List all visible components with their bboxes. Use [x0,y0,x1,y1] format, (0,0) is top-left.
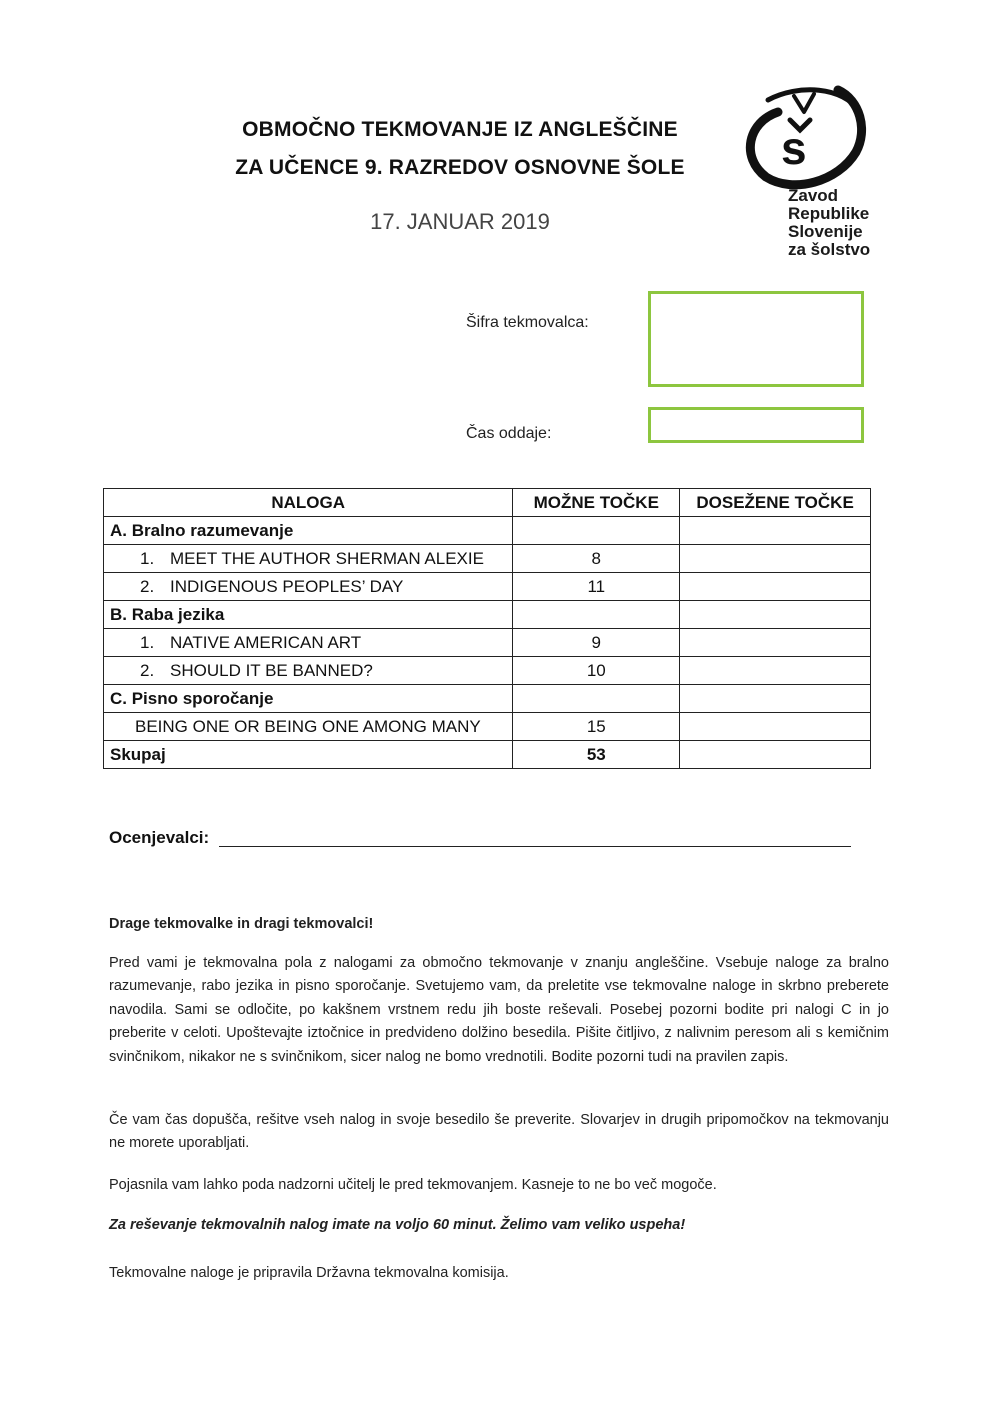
table-row [104,657,871,685]
title-line-2: ZA UČENCE 9. RAZREDOV OSNOVNE ŠOLE [235,156,685,179]
score-table [103,488,871,769]
greeting: Drage tekmovalke in dragi tekmovalci! [109,916,374,932]
instructions-paragraph-3: Pojasnila vam lahko poda nadzorni učitelj le pred tekmovanjem. Kasneje to ne bo več mogoče. [109,1177,717,1193]
instructions-paragraph-4: Za reševanje tekmovalnih nalog imate na voljo 60 minut. Želimo vam veliko uspeha! [109,1217,686,1233]
table-total-row [104,741,871,769]
title-line-1: OBMOČNO TEKMOVANJE IZ ANGLEŠČINE [242,118,678,141]
task-b2: 2. SHOULD IT BE BANNED? [104,657,513,685]
contestant-code-box[interactable] [648,291,864,387]
table-row [104,629,871,657]
achieved-cell[interactable] [680,685,871,713]
achieved-cell[interactable] [680,657,871,685]
logo-text: Zavod Republike Slovenije za šolstvo [788,186,871,259]
table-row [104,601,871,629]
instructions-paragraph-1: Pred vami je tekmovalna pola z nalogami za območno tekmovanje v znanju angleščine. Vsebuje naloge za bralno razumevanje, rabo jezika in pisno sporočanje. Svetujemo vam, da preletite vse tekmovalne naloge in skrbno preberete navodila. Sami se odločite, po kakšnem vrstnem redu jih boste reševali. Posebej pozorni bodite pri nalogi C in jo preberite v celoti. Upoštevajte iztočnice in predvideno dolžino besedila. Pišite čitljivo, z nalivnim peresom ali s kemičnim svinčnikom, nikakor ne s svinčnikom, sicer nalog ne bomo vrednotili. Bodite pozorni tudi na pravilen zapis. [109,955,889,1065]
achieved-cell[interactable] [680,713,871,741]
points-b1: 9 [513,629,680,657]
total-points: 53 [513,741,680,769]
table-row [104,573,871,601]
submission-time-label: Čas oddaje: [466,425,552,442]
section-c-label: C. Pisno sporočanje [104,685,513,713]
header-task: NALOGA [104,489,513,517]
achieved-cell[interactable] [680,601,871,629]
total-label: Skupaj [104,741,513,769]
table-row [104,713,871,741]
achieved-total-cell[interactable] [680,741,871,769]
table-row [104,685,871,713]
zrss-swirl-icon [738,82,878,192]
evaluators-line[interactable] [219,846,851,847]
competition-date: 17. JANUAR 2019 [370,209,550,234]
submission-time-box[interactable] [648,407,864,443]
task-a2: 2. INDIGENOUS PEOPLES’ DAY [104,573,513,601]
header-achieved-points: DOSEŽENE TOČKE [680,489,871,517]
instructions-paragraph-2: Če vam čas dopušča, rešitve vseh nalog in svoje besedilo še preverite. Slovarjev in drugih pripomočkov na tekmovanju ne morete uporabljati. [109,1112,889,1152]
achieved-cell[interactable] [680,517,871,545]
achieved-cell[interactable] [680,629,871,657]
achieved-cell[interactable] [680,573,871,601]
table-header-row [104,489,871,517]
evaluators-label: Ocenjevalci: [109,828,210,847]
table-row [104,545,871,573]
points-a1: 8 [513,545,680,573]
points-b2: 10 [513,657,680,685]
table-row [104,517,871,545]
zrss-logo [738,82,878,262]
svg-text:s: s [781,122,807,174]
task-c1: BEING ONE OR BEING ONE AMONG MANY [104,713,513,741]
points-c1: 15 [513,713,680,741]
section-b-label: B. Raba jezika [104,601,513,629]
task-a1: 1. MEET THE AUTHOR SHERMAN ALEXIE [104,545,513,573]
contestant-code-label: Šifra tekmovalca: [466,314,589,331]
section-a-label: A. Bralno razumevanje [104,517,513,545]
points-a2: 11 [513,573,680,601]
header-possible-points: MOŽNE TOČKE [513,489,680,517]
instructions-paragraph-5: Tekmovalne naloge je pripravila Državna tekmovalna komisija. [109,1265,509,1281]
achieved-cell[interactable] [680,545,871,573]
task-b1: 1. NATIVE AMERICAN ART [104,629,513,657]
